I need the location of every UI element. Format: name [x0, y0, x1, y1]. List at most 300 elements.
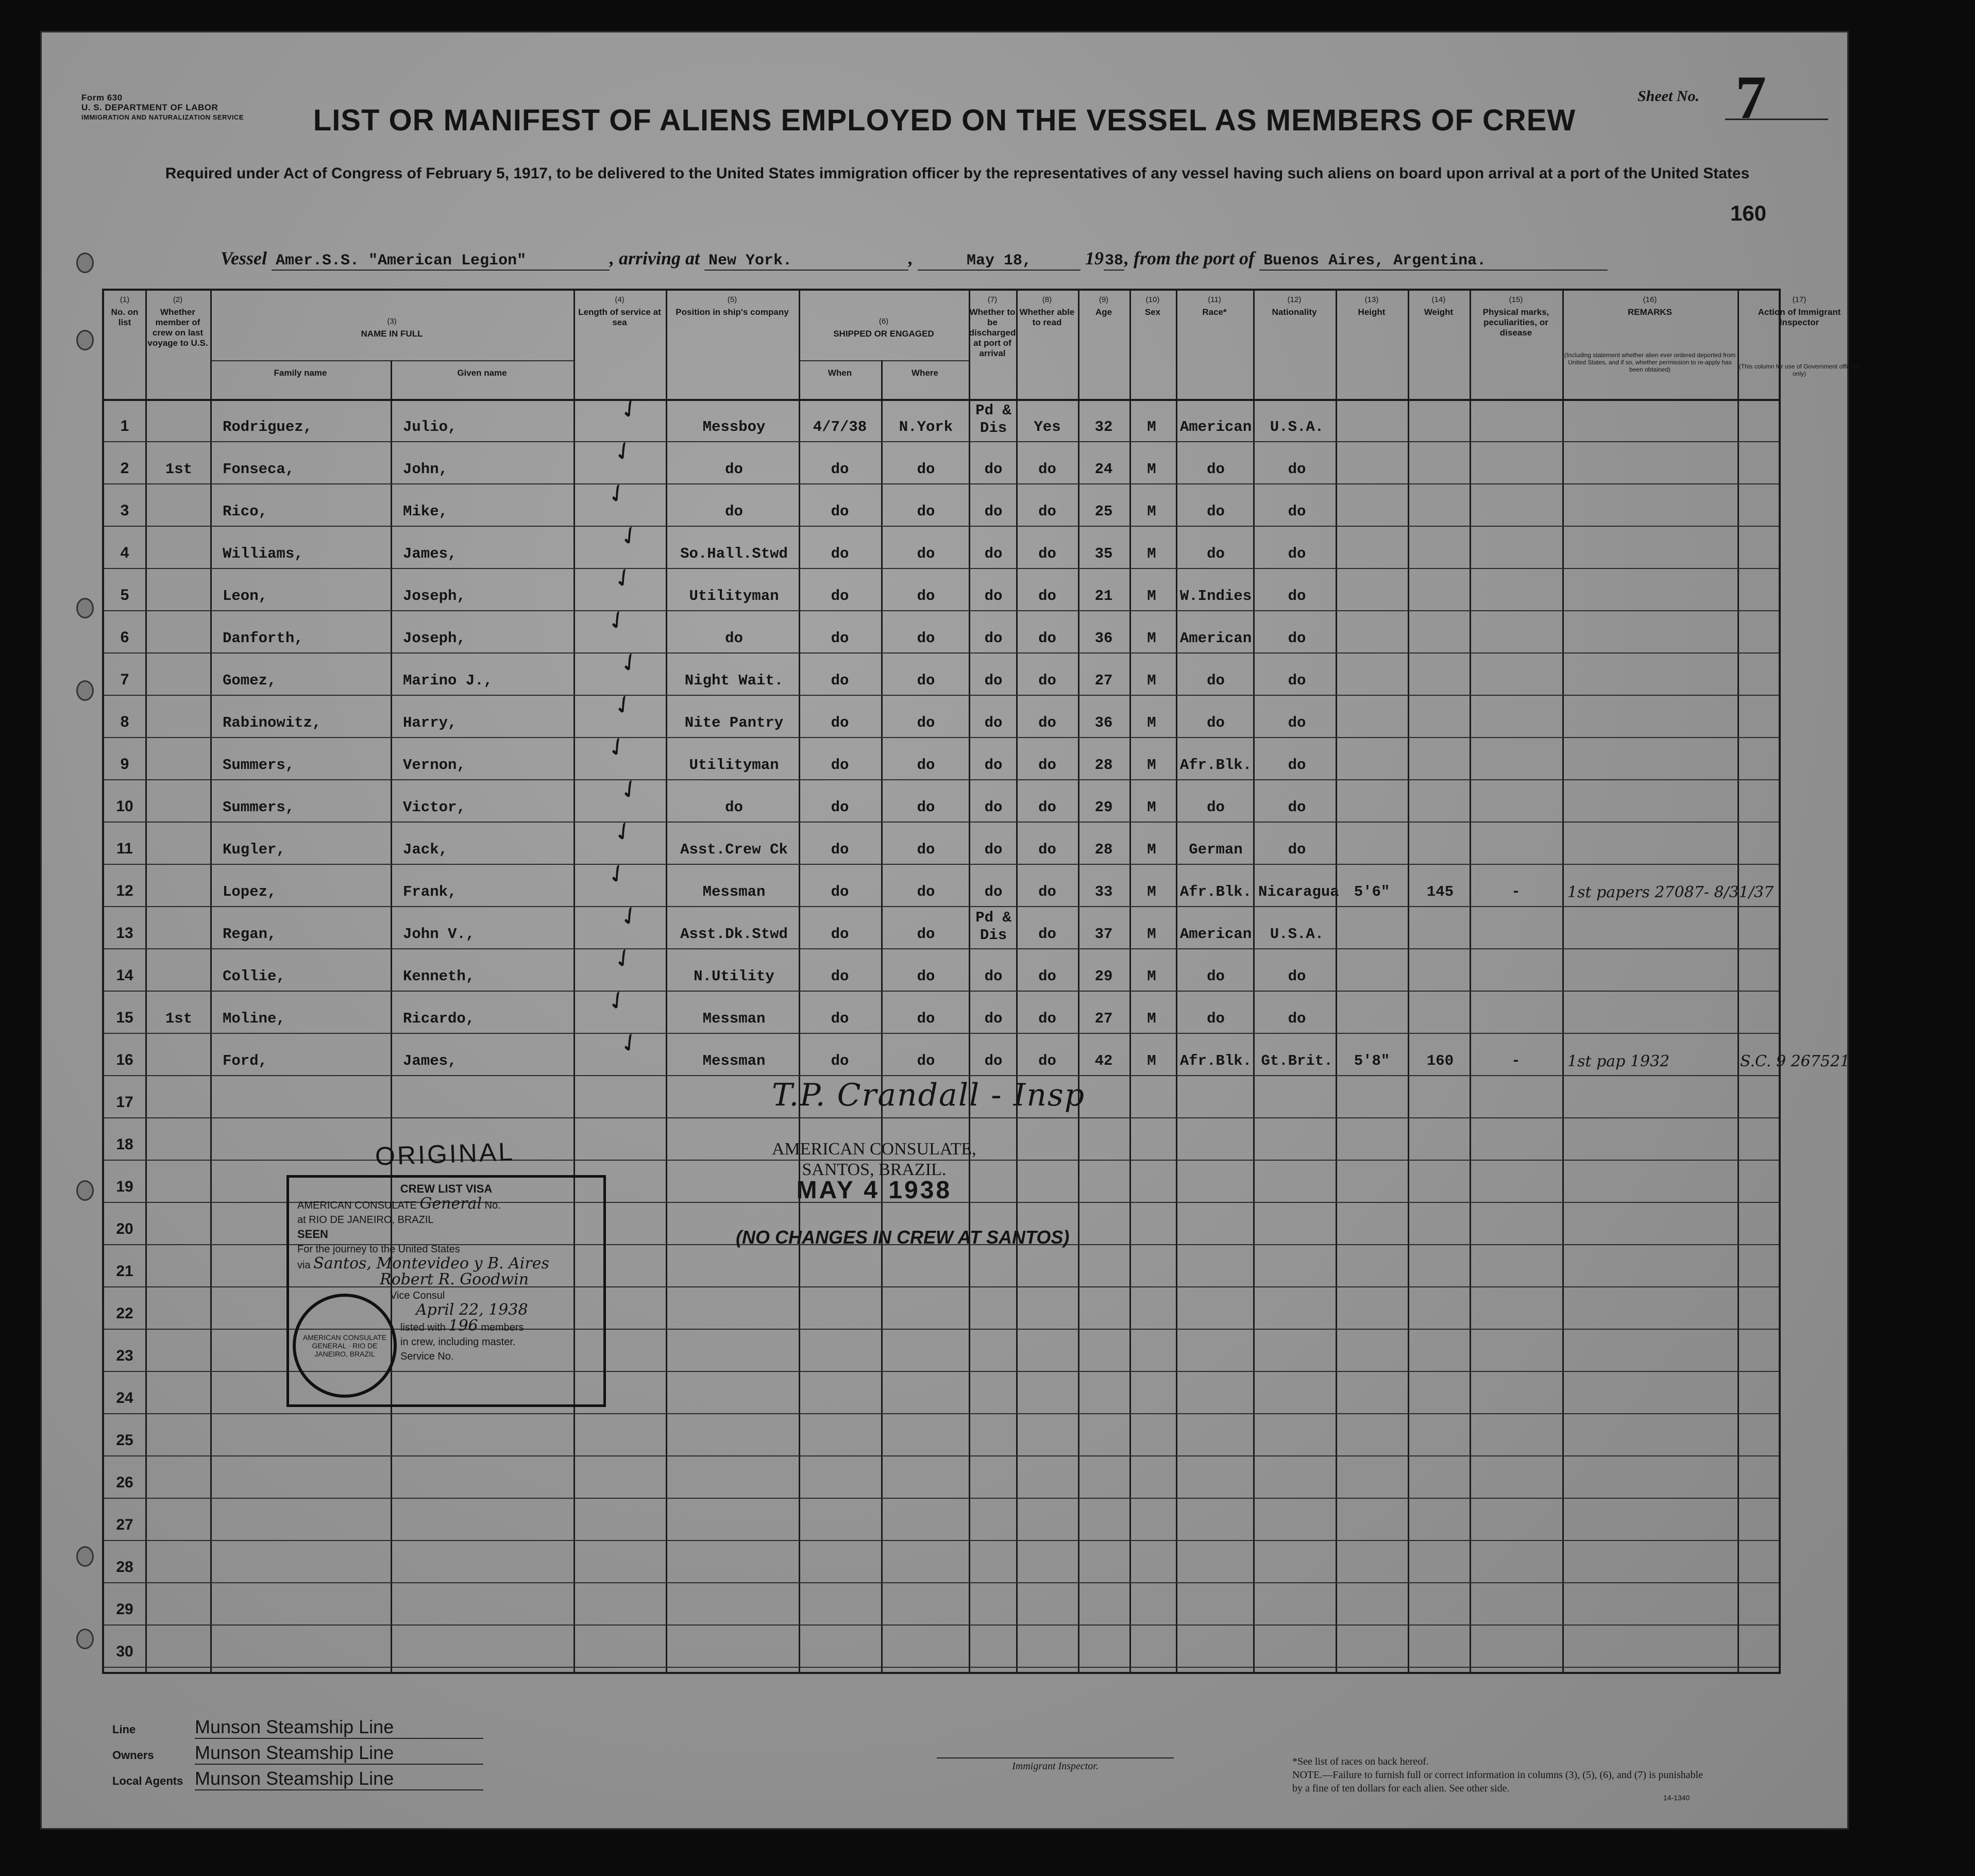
where-cell: do	[917, 461, 935, 478]
position-cell: do	[725, 503, 743, 520]
when-cell: do	[831, 588, 849, 605]
row-number: 25	[116, 1432, 133, 1449]
column-label: Action of Immigrant Inspector	[1758, 307, 1841, 327]
age-cell: 36	[1094, 714, 1113, 731]
shipped-subdivider	[799, 360, 969, 361]
age-cell: 25	[1094, 503, 1113, 520]
column-number: (11)	[1208, 295, 1221, 304]
age-cell: 27	[1094, 1010, 1113, 1027]
where-cell: do	[917, 714, 935, 731]
visa-listed: listed with	[400, 1322, 446, 1333]
table-row	[104, 602, 1779, 651]
nationality-cell: do	[1288, 841, 1306, 858]
vessel-line: Vessel Amer.S.S. "American Legion" , arriving at New York. , May 18, 1938, from the port of Buenos Aires, Argentina.	[221, 247, 1608, 271]
nationality-cell: do	[1288, 968, 1306, 985]
row-number: 12	[116, 882, 133, 899]
position-cell: Night Wait.	[684, 672, 784, 689]
age-cell: 24	[1094, 461, 1113, 478]
race-cell: do	[1207, 545, 1225, 562]
sex-cell: M	[1147, 503, 1156, 520]
family-name-cell: Collie,	[223, 968, 285, 985]
vessel-name: Amer.S.S. "American Legion"	[272, 252, 610, 271]
check-mark-icon: ✓	[607, 560, 640, 596]
table-row	[104, 729, 1779, 778]
when-cell: do	[831, 714, 849, 731]
read-cell: do	[1038, 926, 1056, 943]
read-cell: do	[1038, 757, 1056, 774]
row-number: 8	[120, 713, 129, 730]
row-number: 14	[116, 967, 133, 984]
table-row	[104, 814, 1779, 863]
family-name-cell: Fonseca,	[223, 461, 295, 478]
consul-line2: SANTOS, BRAZIL.	[802, 1160, 947, 1179]
table-row	[104, 1624, 1779, 1666]
read-cell: do	[1038, 968, 1056, 985]
where-cell: do	[917, 588, 935, 605]
where-cell: do	[917, 841, 935, 858]
marks-cell: -	[1511, 1052, 1521, 1069]
line-value: Munson Steamship Line	[195, 1716, 483, 1739]
family-name-cell: Moline,	[223, 1010, 285, 1027]
read-cell: do	[1038, 545, 1056, 562]
nationality-cell: do	[1288, 1010, 1306, 1027]
row-number: 20	[116, 1220, 133, 1237]
check-mark-icon: ✓	[607, 433, 640, 470]
given-name-cell: James,	[403, 545, 457, 562]
read-cell: do	[1038, 1010, 1056, 1027]
read-cell: do	[1038, 799, 1056, 816]
given-name-cell: Vernon,	[403, 757, 466, 774]
action-note: (This column for use of Government officials only)	[1738, 363, 1860, 377]
discharged-cell: do	[984, 503, 1003, 520]
discharged-cell: do	[984, 714, 1003, 731]
sheet-label: Sheet No.	[1638, 88, 1699, 105]
column-label: Whether member of crew on last voyage to U.S.	[147, 307, 208, 348]
position-cell: do	[725, 630, 743, 647]
read-cell: Yes	[1034, 418, 1061, 435]
check-mark-icon: ✓	[613, 645, 646, 681]
row-number: 6	[120, 629, 129, 646]
binder-hole	[76, 1180, 94, 1201]
column-label: Whether able to read	[1019, 307, 1075, 327]
position-cell: So.Hall.Stwd	[680, 545, 788, 562]
column-header	[1253, 295, 1336, 317]
visa-consulate: AMERICAN CONSULATE	[297, 1200, 417, 1211]
seal-text: AMERICAN CONSULATE GENERAL · RIO DE JANEIRO, BRAZIL	[302, 1333, 387, 1358]
sex-cell: M	[1147, 799, 1156, 816]
position-cell: Utilityman	[689, 757, 779, 774]
column-header	[1562, 295, 1737, 317]
height-cell: 5'8"	[1354, 1052, 1390, 1069]
check-mark-icon: ✓	[601, 476, 634, 512]
discharged-cell: do	[984, 672, 1003, 689]
race-cell: Afr.Blk.	[1179, 757, 1252, 774]
discharged-cell: do	[984, 630, 1003, 647]
where-cell: do	[917, 968, 935, 985]
arrival-date: May 18,	[918, 252, 1081, 271]
family-name-cell: Regan,	[223, 926, 277, 943]
sex-cell: M	[1147, 1052, 1156, 1069]
height-cell: 5'6"	[1354, 883, 1390, 900]
column-number: (13)	[1364, 295, 1379, 304]
check-mark-icon: ✓	[613, 772, 646, 808]
age-cell: 28	[1094, 757, 1113, 774]
marks-cell: -	[1511, 883, 1521, 900]
discharged-cell: do	[984, 757, 1003, 774]
visa-service: Service No.	[400, 1351, 454, 1362]
row-rule	[104, 1667, 1779, 1668]
row-number: 29	[116, 1601, 133, 1618]
corner-number: 160	[1730, 201, 1767, 225]
from-port: Buenos Aires, Argentina.	[1259, 252, 1608, 271]
row-number: 28	[116, 1559, 133, 1576]
table-row	[104, 518, 1779, 567]
row-number: 19	[116, 1178, 133, 1195]
column-number: (16)	[1643, 295, 1657, 304]
column-number: (7)	[987, 295, 998, 304]
consulate-seal	[293, 1294, 397, 1398]
binder-hole	[76, 1546, 94, 1567]
column-label: Nationality	[1272, 307, 1317, 317]
position-cell: Messman	[702, 1010, 766, 1027]
race-cell: do	[1207, 503, 1225, 520]
column-header	[666, 295, 799, 317]
table-row	[104, 476, 1779, 525]
age-cell: 37	[1094, 926, 1113, 943]
column-header	[1016, 295, 1078, 328]
when-cell: do	[831, 503, 849, 520]
when-cell: do	[831, 799, 849, 816]
given-name-cell: Frank,	[403, 883, 457, 900]
sex-cell: M	[1147, 418, 1156, 435]
sex-cell: M	[1147, 545, 1156, 562]
when-cell: do	[831, 672, 849, 689]
action-cell: S.C. 9 267521	[1740, 1052, 1850, 1070]
remarks-cell: 1st pap 1932	[1567, 1052, 1670, 1070]
column-label: Length of service at sea	[578, 307, 661, 327]
nationality-cell: U.S.A.	[1270, 926, 1324, 943]
race-cell: Afr.Blk.	[1179, 1052, 1252, 1069]
nationality-cell: do	[1288, 503, 1306, 520]
page-subtitle: Required under Act of Congress of February 5, 1917, to be delivered to the United States immigration officer by the representatives of any vessel having such aliens on board upon arrival at a port of the United States	[165, 165, 1750, 182]
column-label: Sex	[1144, 307, 1161, 317]
read-cell: do	[1038, 714, 1056, 731]
sex-cell: M	[1147, 841, 1156, 858]
age-cell: 33	[1094, 883, 1113, 900]
family-name-cell: Kugler,	[223, 841, 285, 858]
arriving-label: , arriving at	[610, 248, 700, 269]
column-number: (8)	[1042, 295, 1052, 304]
agents-label: Local Agents	[112, 1774, 183, 1787]
discharged-cell: do	[984, 799, 1003, 816]
race-cell: W.Indies	[1179, 588, 1252, 605]
visa-place: at RIO DE JANEIRO, BRAZIL	[297, 1214, 434, 1226]
race-cell: American	[1179, 926, 1252, 943]
position-cell: Messman	[702, 1052, 766, 1069]
table-row	[104, 1455, 1779, 1497]
column-label: Weight	[1424, 307, 1454, 317]
arrival-year: 38	[1105, 252, 1124, 270]
where-cell: do	[917, 672, 935, 689]
position-cell: Asst.Dk.Stwd	[680, 926, 788, 943]
family-name-cell: Summers,	[223, 799, 295, 816]
column-label: No. on list	[111, 307, 139, 327]
table-row	[104, 898, 1779, 947]
no-changes-stamp: (NO CHANGES IN CREW AT SANTOS)	[736, 1227, 1070, 1248]
given-name-cell: Kenneth,	[403, 968, 475, 985]
note-fine: NOTE.—Failure to furnish full or correct information in columns (3), (5), (6), and (7) is punishable by a fine of ten dollars for each alien. See other side.	[1292, 1769, 1703, 1794]
visa-increw: in crew, including master.	[400, 1336, 516, 1348]
race-cell: do	[1207, 672, 1225, 689]
where-cell: N.York	[899, 418, 953, 435]
weight-cell: 160	[1426, 1052, 1454, 1069]
check-mark-icon: ✓	[613, 1025, 646, 1061]
discharged-cell: Pd & Dis	[975, 402, 1011, 437]
visa-via: via	[297, 1260, 311, 1271]
given-name-cell: Joseph,	[403, 630, 466, 647]
read-cell: do	[1038, 883, 1056, 900]
visa-consulate-hw: General	[419, 1195, 482, 1213]
column-label: Race*	[1202, 307, 1227, 317]
age-cell: 42	[1094, 1052, 1113, 1069]
binder-hole	[76, 598, 94, 618]
read-cell: do	[1038, 672, 1056, 689]
table-row	[104, 1025, 1850, 1074]
visa-title: CREW LIST VISA	[400, 1182, 493, 1195]
row-number: 24	[116, 1389, 133, 1406]
discharged-cell: do	[984, 461, 1003, 478]
service: IMMIGRATION AND NATURALIZATION SERVICE	[81, 113, 244, 121]
table-row	[104, 1540, 1779, 1581]
nationality-cell: Gt.Brit.	[1261, 1052, 1333, 1069]
discharged-cell: do	[984, 968, 1003, 985]
year-prefix: 19	[1085, 248, 1104, 269]
form-number: Form 630	[81, 93, 123, 103]
column-number: (10)	[1145, 295, 1160, 304]
age-cell: 36	[1094, 630, 1113, 647]
age-cell: 21	[1094, 588, 1113, 605]
table-row	[104, 856, 1779, 905]
column-number: (6)	[879, 317, 889, 326]
table-row	[104, 433, 1779, 482]
table-row	[104, 560, 1779, 609]
table-row	[104, 1498, 1779, 1539]
family-name-cell: Williams,	[223, 545, 303, 562]
agents-value: Munson Steamship Line	[195, 1768, 483, 1790]
row-number: 7	[120, 671, 129, 688]
visa-vice: Vice Consul	[390, 1290, 445, 1301]
visa-signature: Robert R. Goodwin	[380, 1270, 529, 1288]
race-cell: Afr.Blk.	[1179, 883, 1252, 900]
santos-consulate-stamp	[772, 1139, 976, 1204]
column-label: Whether to be discharged at port of arrival	[969, 307, 1016, 358]
when-cell: do	[831, 841, 849, 858]
race-cell: do	[1207, 461, 1225, 478]
table-row	[104, 1582, 1779, 1623]
sex-cell: M	[1147, 1010, 1156, 1027]
family-name-cell: Danforth,	[223, 630, 303, 647]
nationality-cell: U.S.A.	[1270, 418, 1324, 435]
row-number: 11	[116, 840, 133, 857]
column-number: (4)	[615, 295, 624, 304]
column-header	[1078, 295, 1129, 317]
column-label: NAME IN FULL	[361, 329, 423, 339]
when-cell: do	[831, 1010, 849, 1027]
line-label: Line	[112, 1723, 136, 1736]
given-name-cell: Harry,	[403, 714, 457, 731]
when-cell: do	[831, 461, 849, 478]
row-number: 22	[116, 1305, 133, 1322]
family-name-cell: Rabinowitz,	[223, 714, 322, 731]
column-header	[1470, 295, 1562, 338]
column-number: (3)	[387, 317, 397, 326]
nationality-cell: do	[1288, 461, 1306, 478]
row-number: 30	[116, 1643, 133, 1660]
column-label: Height	[1358, 307, 1386, 317]
sheet-number: 7	[1735, 63, 1766, 131]
table-row	[104, 941, 1779, 990]
binder-hole	[76, 1629, 94, 1649]
visa-seen: SEEN	[297, 1228, 328, 1241]
read-cell: do	[1038, 630, 1056, 647]
family-name-cell: Rico,	[223, 503, 268, 520]
column-label: Position in ship's company	[676, 307, 789, 317]
check-mark-icon: ✓	[613, 391, 646, 427]
given-name-cell: Mike,	[403, 503, 448, 520]
visa-no-label: No.	[484, 1200, 501, 1211]
remarks-cell: 1st papers 27087- 8/31/37	[1567, 883, 1774, 901]
where-cell: do	[917, 926, 935, 943]
sex-cell: M	[1147, 883, 1156, 900]
discharged-cell: do	[984, 883, 1003, 900]
table-row	[104, 645, 1779, 694]
given-name-cell: John V.,	[403, 926, 475, 943]
discharged-cell: do	[984, 588, 1003, 605]
column-number: (1)	[120, 295, 130, 304]
owners-label: Owners	[112, 1749, 154, 1762]
column-header	[1336, 295, 1408, 317]
age-cell: 27	[1094, 672, 1113, 689]
where-cell: do	[917, 630, 935, 647]
check-mark-icon: ✓	[601, 856, 634, 892]
when-head: When	[828, 368, 852, 378]
form-code: 14-1340	[1663, 1794, 1690, 1802]
row-number: 4	[120, 544, 129, 561]
race-cell: do	[1207, 714, 1225, 731]
family-name-cell: Ford,	[223, 1052, 268, 1069]
row-number: 16	[116, 1051, 133, 1068]
check-mark-icon: ✓	[613, 898, 646, 934]
where-cell: do	[917, 757, 935, 774]
nationality-cell: do	[1288, 545, 1306, 562]
note-races: *See list of races on back hereof.	[1292, 1756, 1429, 1767]
row-number: 1	[120, 417, 129, 434]
where-cell: do	[917, 883, 935, 900]
column-number: (9)	[1099, 295, 1109, 304]
binder-hole	[76, 253, 94, 273]
table-row	[104, 1413, 1779, 1454]
where-cell: do	[917, 799, 935, 816]
column-label: REMARKS	[1628, 307, 1672, 317]
nationality-cell: do	[1288, 799, 1306, 816]
sex-cell: M	[1147, 630, 1156, 647]
original-stamp: ORIGINAL	[375, 1137, 515, 1171]
when-cell: do	[831, 968, 849, 985]
column-label: Age	[1095, 307, 1112, 317]
column-number: (12)	[1287, 295, 1302, 304]
vessel-label: Vessel	[221, 248, 267, 269]
check-mark-icon: ✓	[607, 687, 640, 723]
row-number: 10	[116, 798, 133, 815]
table-row	[104, 391, 1779, 440]
footnotes	[1292, 1755, 1704, 1795]
row-number: 5	[120, 587, 129, 604]
when-cell: do	[831, 630, 849, 647]
visa-route: Santos, Montevideo y B. Aires	[313, 1254, 549, 1272]
nationality-cell: Nicaragua	[1258, 883, 1339, 900]
age-cell: 32	[1094, 418, 1113, 435]
sex-cell: M	[1147, 757, 1156, 774]
row-number: 17	[116, 1094, 133, 1111]
position-cell: N.Utility	[694, 968, 774, 985]
where-cell: do	[917, 1052, 935, 1069]
discharged-cell: do	[984, 1010, 1003, 1027]
column-header	[1737, 295, 1861, 328]
column-number: (14)	[1431, 295, 1446, 304]
position-cell: do	[725, 461, 743, 478]
column-number: (5)	[727, 295, 737, 304]
age-cell: 29	[1094, 799, 1113, 816]
column-header	[573, 295, 666, 328]
family-name-cell: Rodriguez,	[223, 418, 313, 435]
when-cell: do	[831, 883, 849, 900]
binder-hole	[76, 680, 94, 701]
family-name-cell: Summers,	[223, 757, 295, 774]
race-cell: do	[1207, 799, 1225, 816]
read-cell: do	[1038, 841, 1056, 858]
crew-table	[102, 289, 1860, 1674]
discharged-cell: Pd & Dis	[975, 909, 1011, 944]
check-mark-icon: ✓	[601, 602, 634, 639]
column-header	[104, 295, 145, 328]
column-header	[1129, 295, 1176, 317]
given-name-cell: Victor,	[403, 799, 466, 816]
given-name-cell: Marino J.,	[403, 672, 493, 689]
position-cell: Messboy	[702, 418, 766, 435]
family-name-cell: Leon,	[223, 588, 268, 605]
row-number: 27	[116, 1516, 133, 1533]
column-header	[969, 295, 1016, 359]
column-label: SHIPPED OR ENGAGED	[833, 329, 934, 339]
given-name-cell: James,	[403, 1052, 457, 1069]
page-title: LIST OR MANIFEST OF ALIENS EMPLOYED ON THE VESSEL AS MEMBERS OF CREW	[313, 104, 1576, 137]
when-cell: do	[831, 757, 849, 774]
column-header	[1408, 295, 1470, 317]
race-cell: do	[1207, 968, 1225, 985]
family-name-head: Family name	[274, 368, 327, 378]
position-cell: Messman	[702, 883, 766, 900]
column-header	[210, 316, 573, 339]
consul-line1: AMERICAN CONSULATE,	[772, 1140, 976, 1159]
row-number: 21	[116, 1263, 133, 1280]
given-name-cell: Joseph,	[403, 588, 466, 605]
table-row	[104, 983, 1779, 1032]
position-cell: do	[725, 799, 743, 816]
sex-cell: M	[1147, 968, 1156, 985]
check-mark-icon: ✓	[601, 729, 634, 765]
visa-journey: For the journey to the United States	[297, 1244, 460, 1255]
position-cell: Nite Pantry	[684, 714, 784, 731]
